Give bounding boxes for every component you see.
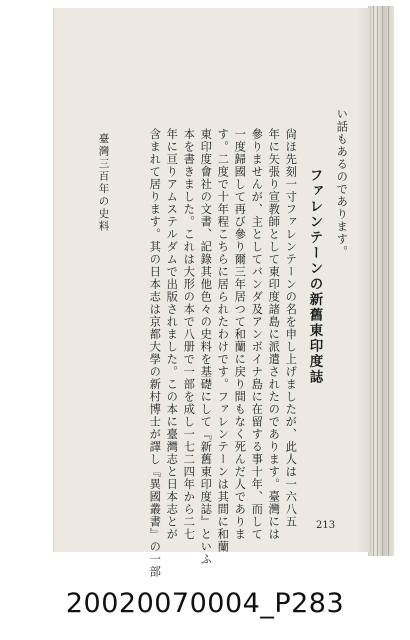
- book-page: [54, 8, 370, 578]
- body-line-6: 東印度會社の文書、記錄其他色々の史料を基礎にして『新舊東印度誌』といふ: [199, 128, 213, 566]
- running-footer: 臺灣三百年の史料: [97, 133, 110, 233]
- lead-line: い話もあるのであります。: [335, 108, 349, 258]
- body-line-1: 尙ほ先刻一寸ファレンテーンの名を申し上げましたが、此人は一六八五: [284, 128, 298, 528]
- section-heading: ファレンテーンの新舊東印度誌: [306, 168, 323, 385]
- body-line-8: 年に亘りアムステルダムで出版されました。この本に臺灣志と日本志とが: [165, 128, 179, 541]
- body-line-9: 含まれて居ります。其の日本志は京都大學の新村博士が譯し『異國叢書』の一部: [148, 128, 162, 578]
- body-line-2: 年に矢張り宣教師として東印度諸島に派遣されたのであります。臺灣には: [267, 128, 281, 541]
- body-line-4: 一度歸國して再び參り爾三年居つて和蘭に戻り間もなく死んだ人でありま: [233, 128, 247, 541]
- page-number: 213: [316, 520, 336, 531]
- image-caption: 20020070004_P283: [65, 588, 345, 619]
- body-line-7: 本を書きました。これは大形の本で八册で一部を成し一七二四年から二七: [182, 128, 196, 541]
- body-line-5: す。二度で十年程こちらに居られたわけです。ファレンテーンは其間に和蘭: [216, 128, 230, 553]
- book-page-edges: [368, 6, 394, 556]
- body-line-3: 參りませんが、主としてバンダ及アンボイナ島に在留する事十年、而して: [250, 128, 264, 541]
